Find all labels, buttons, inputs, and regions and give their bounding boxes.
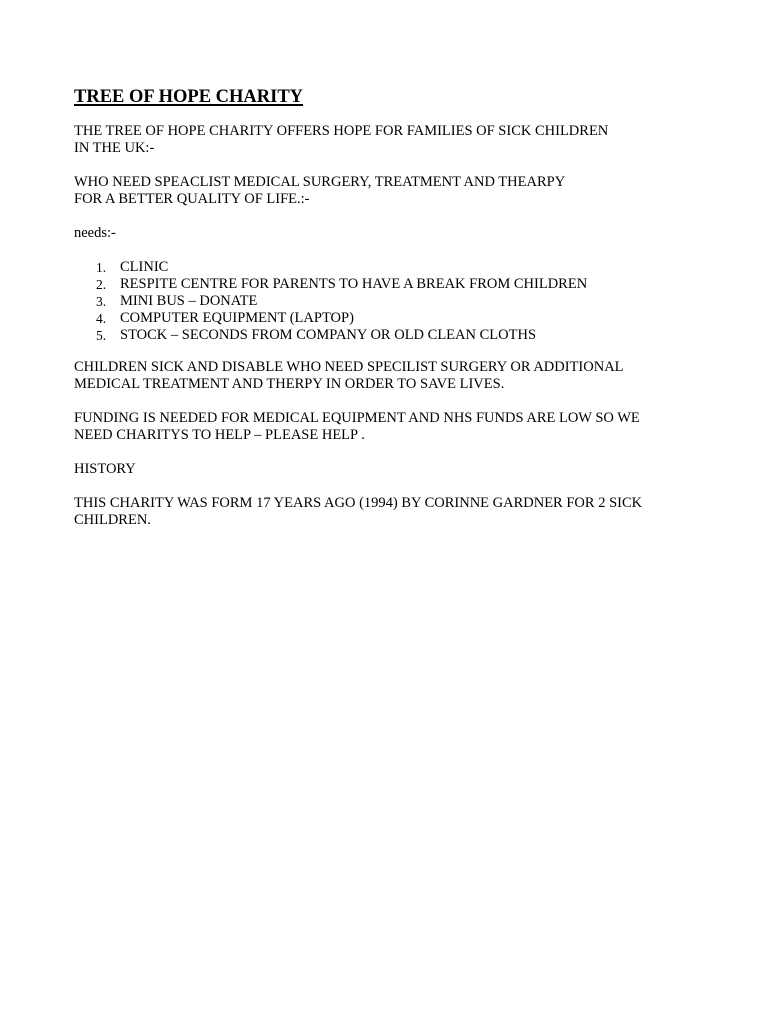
list-item-text: CLINIC <box>120 259 169 275</box>
list-item <box>96 310 714 327</box>
list-item <box>96 259 714 276</box>
list-item-number: 4. <box>96 311 107 326</box>
needs-label: needs:- <box>74 225 116 241</box>
history-heading: HISTORY <box>74 461 136 477</box>
list-item-number: 5. <box>96 328 107 343</box>
children-paragraph: CHILDREN SICK AND DISABLE WHO NEED SPECILIST SURGERY OR ADDITIONAL MEDICAL TREATMENT AND THERPY IN ORDER TO SAVE LIVES. <box>74 359 624 392</box>
list-item-text: RESPITE CENTRE FOR PARENTS TO HAVE A BREAK FROM CHILDREN <box>120 276 588 292</box>
who-need-paragraph: WHO NEED SPEACLIST MEDICAL SURGERY, TREATMENT AND THEARPY FOR A BETTER QUALITY OF LIFE.:- <box>74 174 566 207</box>
list-item-number: 3. <box>96 294 107 309</box>
list-item <box>96 327 714 344</box>
list-item-text: MINI BUS – DONATE <box>120 293 258 309</box>
funding-paragraph: FUNDING IS NEEDED FOR MEDICAL EQUIPMENT AND NHS FUNDS ARE LOW SO WE NEED CHARITYS TO HELP – PLEASE HELP . <box>74 410 640 443</box>
intro-paragraph: THE TREE OF HOPE CHARITY OFFERS HOPE FOR FAMILIES OF SICK CHILDREN IN THE UK:- <box>74 123 609 156</box>
list-item-number: 1. <box>96 260 107 275</box>
list-item-text: COMPUTER EQUIPMENT (LAPTOP) <box>120 310 354 326</box>
needs-list <box>74 259 714 344</box>
history-paragraph: THIS CHARITY WAS FORM 17 YEARS AGO (1994) BY CORINNE GARDNER FOR 2 SICK CHILDREN. <box>74 495 643 528</box>
list-item <box>96 293 714 310</box>
document-title: TREE OF HOPE CHARITY <box>74 87 304 107</box>
list-item-number: 2. <box>96 277 107 292</box>
document-page <box>74 86 714 546</box>
list-item <box>96 276 714 293</box>
list-item-text: STOCK – SECONDS FROM COMPANY OR OLD CLEAN CLOTHS <box>120 327 537 343</box>
